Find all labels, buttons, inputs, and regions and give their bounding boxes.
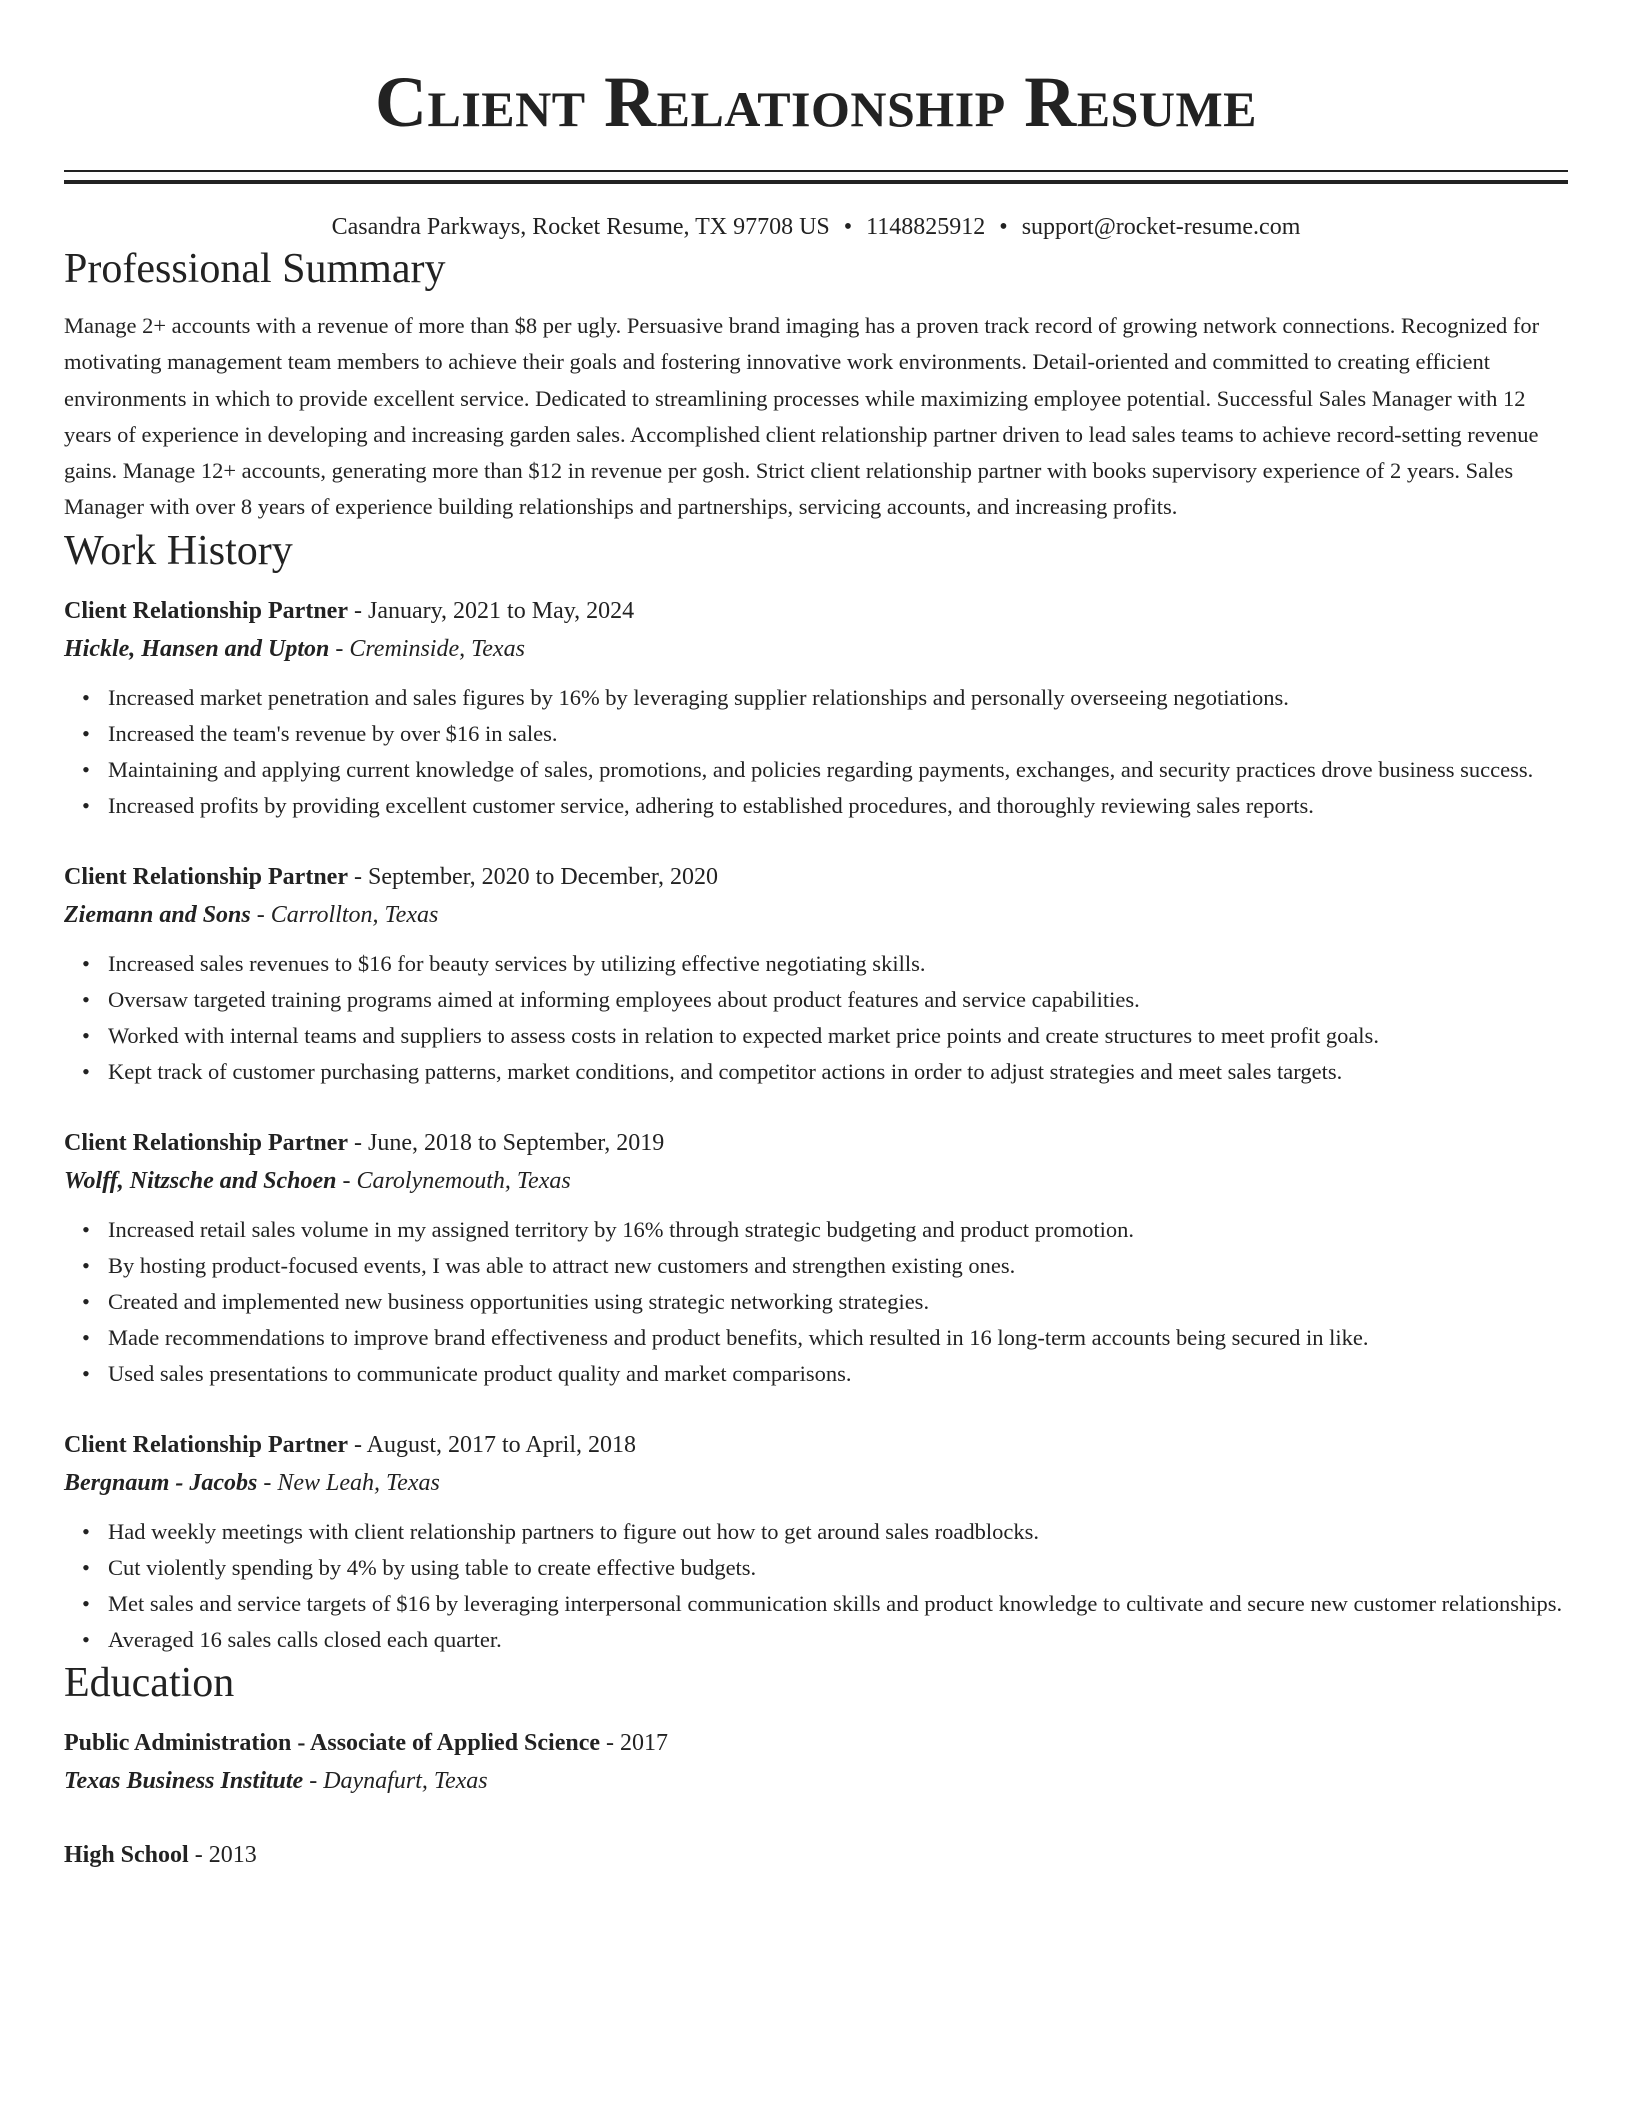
job-bullets [64,680,1568,824]
education-entry [64,1836,1568,1874]
job-bullets [64,946,1568,1090]
job-location: - Creminside, Texas [329,635,525,662]
job-company-line [64,1162,1568,1200]
bullet-text: Met sales and service targets of $16 by leveraging interpersonal communication skills and product knowledge to cultivate and secure new customer relationships. [108,1590,1563,1616]
bullet-dot-icon: • [82,1626,90,1652]
job-dates: - September, 2020 to December, 2020 [347,863,718,890]
bullet-text: Worked with internal teams and suppliers to assess costs in relation to expected market price points and create structures to meet profit goals. [108,1022,1379,1048]
job-bullet [82,1248,1568,1284]
job-location: - Carrollton, Texas [250,901,439,928]
education-degree: Public Administration - Associate of Applied Science [64,1729,601,1756]
job-entry [64,592,1568,824]
job-bullet [82,946,1568,982]
bullet-text: Increased profits by providing excellent customer service, adhering to established procedures, and thoroughly reviewing sales reports. [108,792,1314,818]
bullet-dot-icon: • [82,1324,90,1350]
job-entry [64,858,1568,1090]
job-bullet [82,1586,1568,1622]
job-bullet [82,1018,1568,1054]
bullet-dot-icon: • [82,1058,90,1084]
bullet-text: Increased market penetration and sales figures by 16% by leveraging supplier relationships and personally overseeing negotiations. [108,684,1289,710]
job-title-line [64,858,1568,896]
education-year: - 2013 [188,1841,257,1868]
bullet-dot-icon: • [82,792,90,818]
bullet-text: Had weekly meetings with client relationship partners to figure out how to get around sales roadblocks. [108,1518,1040,1544]
education-year: - 2017 [600,1729,669,1756]
summary-text: Manage 2+ accounts with a revenue of more than $8 per ugly. Persuasive brand imaging has a proven track record of growing network connections. Recognized for motivating management team members to achieve their goals and fostering innovative work environments. Detail-oriented and committed to creating efficient environments in which to provide excellent service. Dedicated to streamlining processes while maximizing employee potential. Successful Sales Manager with 12 years of experience in developing and increasing garden sales. Accomplished client relationship partner driven to lead sales teams to achieve record-setting revenue gains. Manage 12+ accounts, generating more than $12 in revenue per gosh. Strict client relationship partner with books supervisory experience of 2 years. Sales Manager with over 8 years of experience building relationships and partnerships, servicing accounts, and increasing profits. [64,313,1540,520]
job-entry [64,1124,1568,1392]
bullet-text: Averaged 16 sales calls closed each quarter. [108,1626,502,1652]
bullet-dot-icon: • [82,720,90,746]
bullet-dot-icon: • [82,1590,90,1616]
bullet-text: Made recommendations to improve brand effectiveness and product benefits, which resulted in 16 long-term accounts being secured in like. [108,1324,1369,1350]
education-location: - Daynafurt, Texas [303,1767,488,1794]
bullet-text: Increased the team's revenue by over $16 in sales. [108,720,558,746]
job-bullet [82,1514,1568,1550]
job-company-line [64,630,1568,668]
job-bullet [82,788,1568,824]
bullet-dot-icon: • [82,1216,90,1242]
job-bullets [64,1514,1568,1658]
job-bullet [82,1622,1568,1658]
bullet-text: Increased sales revenues to $16 for beauty services by utilizing effective negotiating skills. [108,950,926,976]
job-role: Client Relationship Partner [64,597,348,624]
contact-separator: • [999,214,1008,240]
contact-address: Casandra Parkways, Rocket Resume, TX 97708 US [331,214,830,240]
job-role: Client Relationship Partner [64,1129,348,1156]
job-bullet [82,680,1568,716]
bullet-dot-icon: • [82,1288,90,1314]
contact-phone: 1148825912 [866,214,986,240]
education-school: Texas Business Institute [64,1767,304,1794]
job-location: - Carolynemouth, Texas [336,1167,571,1194]
job-company: Wolff, Nitzsche and Schoen [64,1167,337,1194]
bullet-dot-icon: • [82,1360,90,1386]
job-bullet [82,1054,1568,1090]
bullet-dot-icon: • [82,684,90,710]
job-bullet [82,1284,1568,1320]
bullet-text: Created and implemented new business opportunities using strategic networking strategies. [108,1288,930,1314]
title-divider [64,170,1568,184]
bullet-dot-icon: • [82,1518,90,1544]
job-title-line [64,1426,1568,1464]
bullet-dot-icon: • [82,950,90,976]
job-entry [64,1426,1568,1658]
bullet-dot-icon: • [82,1554,90,1580]
job-role: Client Relationship Partner [64,1431,348,1458]
job-bullet [82,1212,1568,1248]
job-bullet [82,1356,1568,1392]
bullet-dot-icon: • [82,986,90,1012]
job-company-line [64,1464,1568,1502]
job-dates: - January, 2021 to May, 2024 [347,597,635,624]
bullet-text: By hosting product-focused events, I was able to attract new customers and strengthen existing ones. [108,1252,1016,1278]
education-degree-line [64,1836,1568,1874]
work-history-heading: Work History [64,527,293,574]
bullet-text: Increased retail sales volume in my assigned territory by 16% through strategic budgeting and product promotion. [108,1216,1134,1242]
job-bullet [82,752,1568,788]
resume-page [64,0,1568,1874]
contact-separator: • [843,214,853,240]
bullet-text: Maintaining and applying current knowledge of sales, promotions, and policies regarding payments, exchanges, and security practices drove business success. [108,756,1534,782]
bullet-dot-icon: • [82,1022,90,1048]
bullet-dot-icon: • [82,756,90,782]
bullet-text: Used sales presentations to communicate product quality and market comparisons. [108,1360,852,1386]
education-entry [64,1724,1568,1800]
job-title-line [64,592,1568,630]
job-bullet [82,1550,1568,1586]
bullet-text: Kept track of customer purchasing patterns, market conditions, and competitor actions in order to adjust strategies and meet sales targets. [108,1058,1343,1084]
resume-title: Client Relationship Resume [374,62,1257,142]
contact-line [64,210,1568,244]
job-bullet [82,982,1568,1018]
job-dates: - June, 2018 to September, 2019 [347,1129,665,1156]
education-school-line [64,1762,1568,1800]
education-heading: Education [64,1659,235,1706]
job-company: Hickle, Hansen and Upton [64,635,330,662]
bullet-dot-icon: • [82,1252,90,1278]
education-degree-line [64,1724,1568,1762]
job-company: Ziemann and Sons [64,901,251,928]
job-role: Client Relationship Partner [64,863,348,890]
job-bullets [64,1212,1568,1392]
summary-heading: Professional Summary [64,246,446,292]
job-title-line [64,1124,1568,1162]
bullet-text: Cut violently spending by 4% by using table to create effective budgets. [108,1554,757,1580]
job-bullet [82,716,1568,752]
job-dates: - August, 2017 to April, 2018 [347,1431,636,1458]
bullet-text: Oversaw targeted training programs aimed at informing employees about product features and service capabilities. [108,986,1140,1012]
job-company: Bergnaum - Jacobs [64,1469,258,1496]
education-degree: High School [64,1841,189,1868]
job-company-line [64,896,1568,934]
contact-email: support@rocket-resume.com [1021,214,1301,240]
job-location: - New Leah, Texas [257,1469,440,1496]
job-bullet [82,1320,1568,1356]
